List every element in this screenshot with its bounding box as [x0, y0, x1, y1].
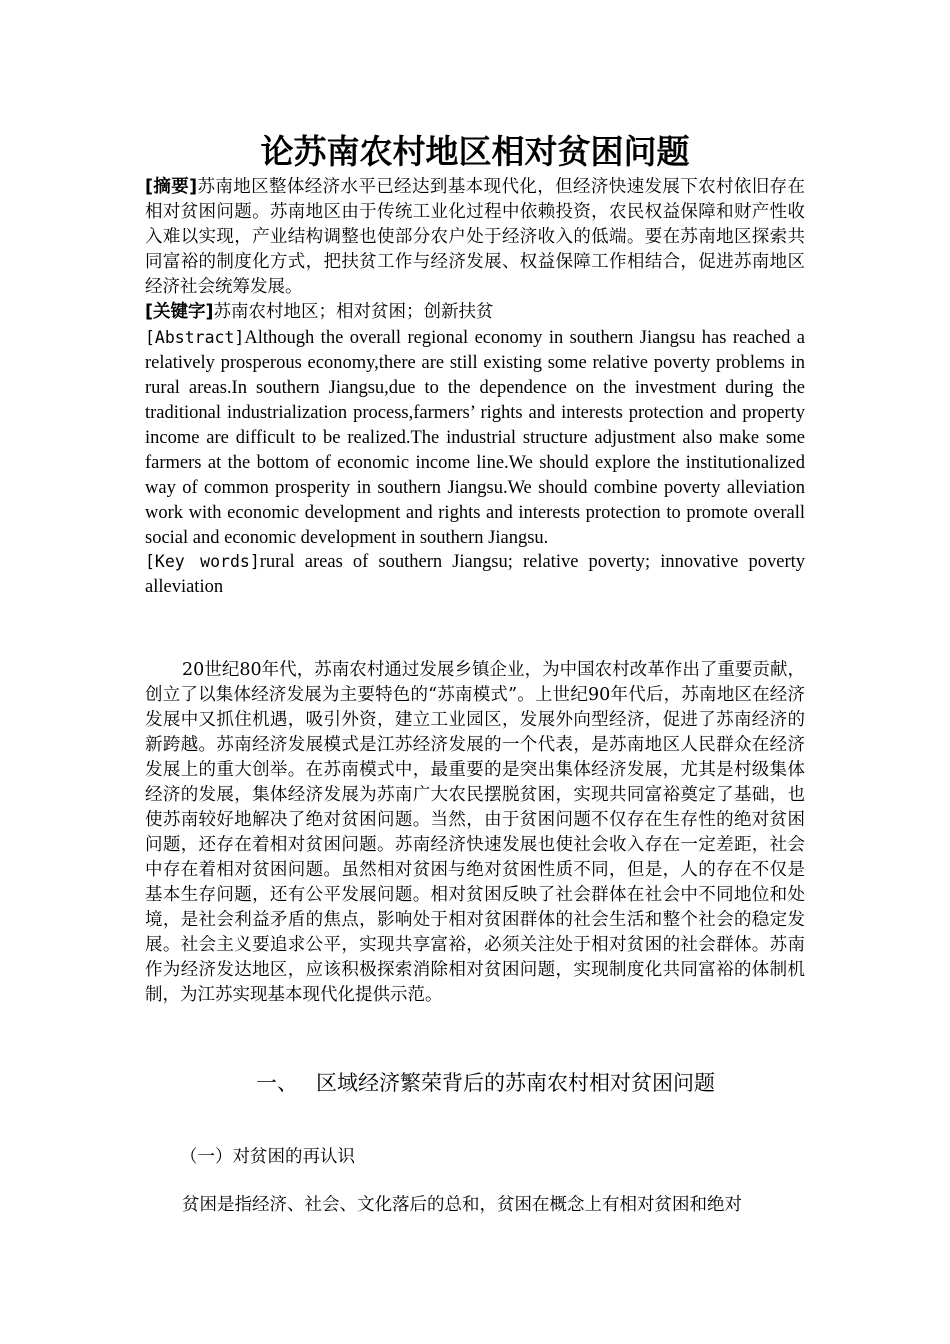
section-heading — [256, 1068, 715, 1098]
chinese-abstract — [145, 175, 805, 300]
intro-paragraph: 20世纪80年代，苏南农村通过发展乡镇企业，为中国农村改革作出了重要贡献，创立了以集体经济发展为主要特色的“苏南模式”。上世纪90年代后，苏南地区在经济发展中又抓住机遇，吸引外资，建立工业园区，发展外向型经济，促进了苏南经济的新跨越。苏南经济发展模式是江苏经济发展的一个代表，是苏南地区人民群众在经济发展上的重大创举。在苏南模式中，最重要的是突出集体经济发展，尤其是村级集体经济的发展，集体经济发展为苏南广大农民摆脱贫困，实现共同富裕奠定了基础，也使苏南较好地解决了绝对贫困问题。当然，由于贫困问题不仅存在生存性的绝对贫困问题，还存在着相对贫困问题。苏南经济快速发展也使社会收入存在一定差距，社会中存在着相对贫困问题。虽然相对贫困与绝对贫困性质不同，但是，人的存在不仅是基本生存问题，还有公平发展问题。相对贫困反映了社会群体在社会中不同地位和处境，是社会利益矛盾的焦点，影响处于相对贫困群体的社会生活和整个社会的稳定发展。社会主义要追求公平，实现共享富裕，必须关注处于相对贫困的社会群体。苏南作为经济发达地区，应该积极探索消除相对贫困问题，实现制度化共同富裕的体制机制，为江苏实现基本现代化提供示范。 — [145, 660, 805, 1005]
abstract-label-en: [Abstract] — [145, 328, 245, 347]
chinese-keywords — [145, 300, 805, 325]
keywords-text-cn: 苏南农村地区；相对贫困；创新扶贫 — [213, 302, 494, 322]
abstract-text-en: Although the overall regional economy in southern Jiangsu has reached a relatively prosperous economy,there are still existing some relative poverty problems in rural areas.In southern Jiangsu,due to the dependence on the investment during the traditional industrialization process,farmers’ rights and interests protection and property income are difficult to be realized.The industrial structure adjustment also make some farmers at the bottom of economic income line.We should explore the institutionalized way of common prosperity in southern Jiangsu.We should combine poverty alleviation work with economic development and rights and interests protection to promote overall social and economic development in southern Jiangsu. — [145, 328, 805, 548]
abstract-text-cn: 苏南地区整体经济水平已经达到基本现代化，但经济快速发展下农村依旧存在相对贫困问题。苏南地区由于传统工业化过程中依赖投资，农民权益保障和财产性收入难以实现，产业结构调整也使部分农户处于经济收入的低端。要在苏南地区探索共同富裕的制度化方式，把扶贫工作与经济发展、权益保障工作相结合，促进苏南地区经济社会统筹发展。 — [145, 177, 806, 297]
keywords-label-cn: [关键字] — [145, 302, 214, 322]
keywords-label-en: [Key words] — [145, 552, 260, 571]
subsection-heading: （一）对贫困的再认识 — [180, 1147, 355, 1167]
keywords-text-en: rural areas of southern Jiangsu; relative poverty; innovative poverty alleviation — [145, 552, 805, 597]
abstract-label-cn: [摘要] — [145, 177, 198, 197]
paper-title: 论苏南农村地区相对贫困问题 — [260, 132, 690, 171]
english-abstract — [145, 325, 805, 551]
section-number: 一、 — [256, 1071, 298, 1095]
english-keywords — [145, 549, 805, 600]
section-title: 区域经济繁荣背后的苏南农村相对贫困问题 — [316, 1071, 715, 1095]
body-paragraph: 贫困是指经济、社会、文化落后的总和，贫困在概念上有相对贫困和绝对 — [182, 1195, 742, 1215]
